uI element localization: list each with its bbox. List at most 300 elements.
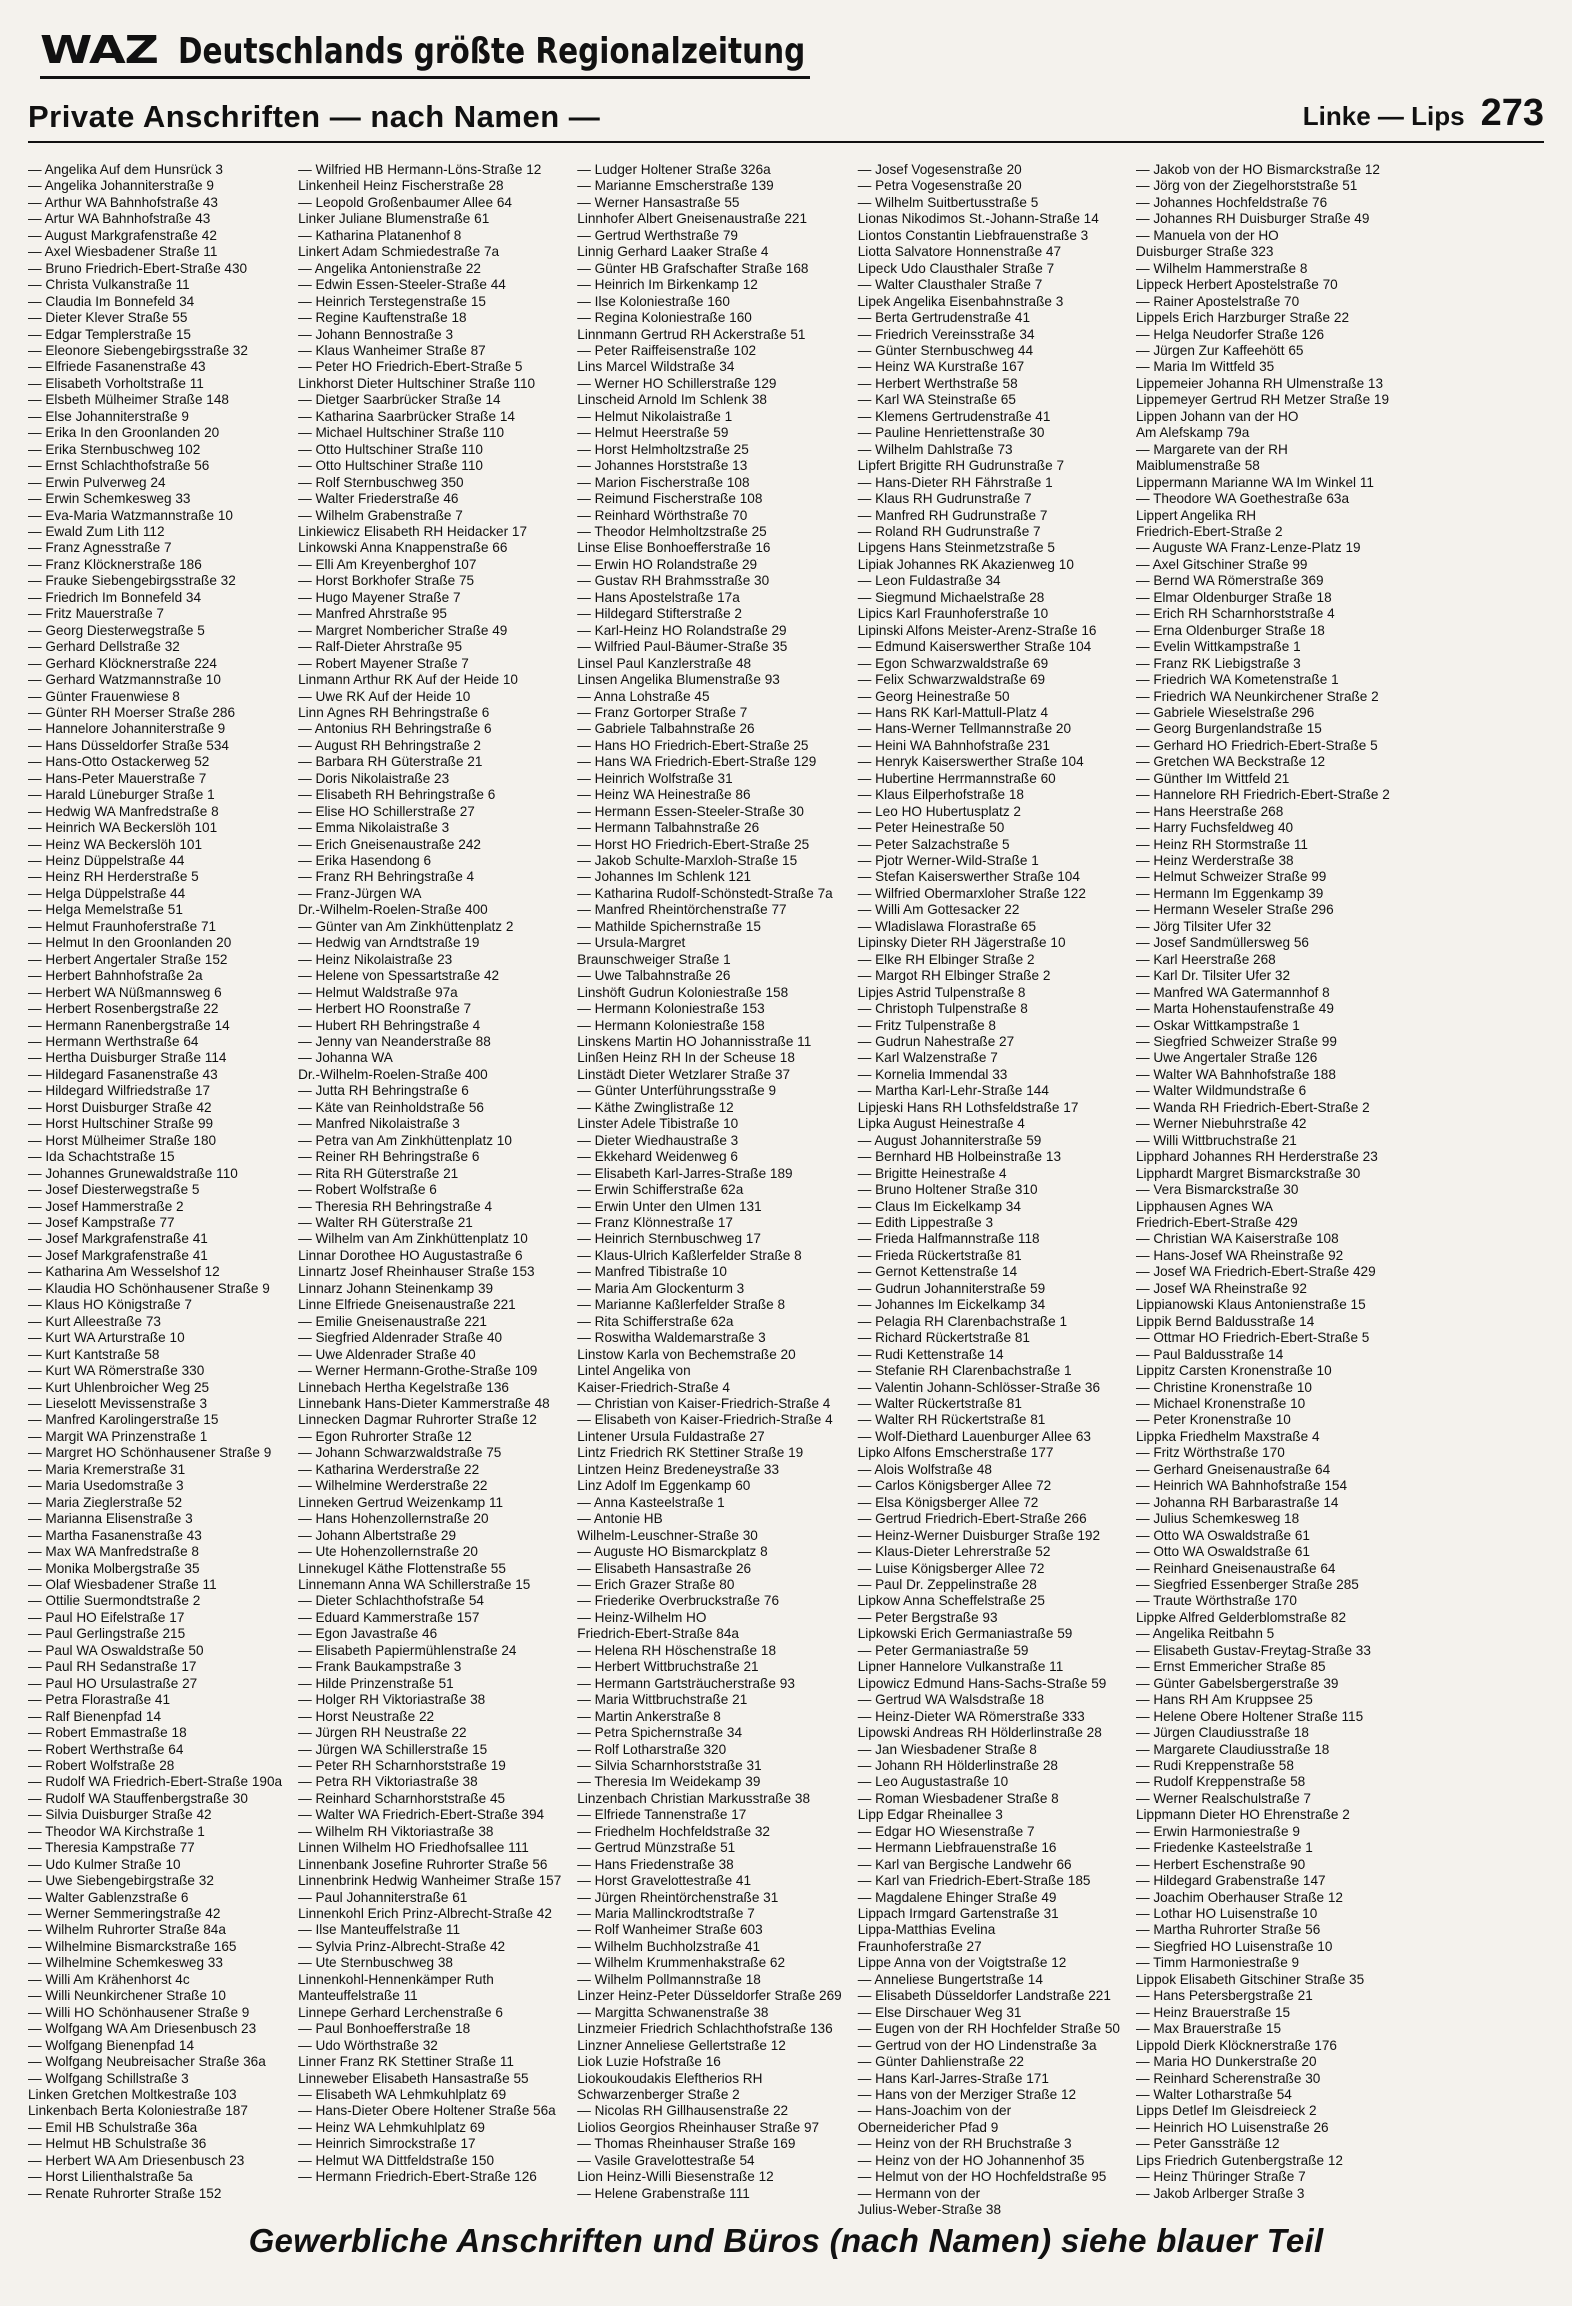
listing-entry: — Max Brauerstraße 15 [1135, 2021, 1282, 2037]
listing-entry: — Maria Zieglerstraße 52 [28, 1494, 183, 1510]
listing-entry: — Lieselott Mevissenstraße 3 [28, 1395, 208, 1411]
listing-entry: — Hildegard Stifterstraße 2 [577, 606, 742, 622]
listing-entry: — Klaudia HO Schönhausener Straße 9 [28, 1280, 270, 1296]
listing-entry: Lippik Bernd Baldusstraße 14 [1135, 1313, 1315, 1329]
listing-entry: Lippitz Carsten Kronenstraße 10 [1135, 1363, 1332, 1379]
listing-entry: — Käte van Reinholdstraße 56 [298, 1099, 484, 1115]
listing-entry: — Peter Kronenstraße 10 [1135, 1412, 1291, 1428]
listing-entry: — Barbara RH Güterstraße 21 [298, 754, 483, 770]
listing-entry: — Hans-Otto Ostackerweg 52 [28, 754, 210, 770]
listing-entry: — Magdalene Ehinger Straße 49 [857, 1889, 1057, 1905]
listing-entry: — Heinz-Werner Duisburger Straße 192 [857, 1527, 1101, 1543]
listing-entry: — Ludger Holtener Straße 326a [577, 162, 771, 177]
listing-entry: — Johannes Horststraße 13 [577, 458, 748, 474]
listing-entry: — Jakob von der HO Bismarckstraße 12 [1135, 162, 1380, 177]
listing-entry: — Hans Friedenstraße 38 [577, 1856, 734, 1872]
listing-entry: — Käthe Zwinglistraße 12 [577, 1099, 734, 1115]
listing-entry: — Elisabeth Vorholtstraße 11 [28, 375, 204, 391]
listing-entry: — Walter Gablenzstraße 6 [28, 1889, 189, 1905]
listing-entry: — Reinhard Scharnhorststraße 45 [298, 1790, 506, 1806]
listing-entry: — Johannes Hochfeldstraße 76 [1135, 194, 1328, 210]
listing-entry: Am Alefskamp 79a [1135, 425, 1250, 441]
listing-entry: — Katharina Werderstraße 22 [298, 1461, 480, 1477]
listing-entry: — Elfriede Fasanenstraße 43 [28, 359, 206, 375]
listing-entry: Lipp Edgar Rheinallee 3 [857, 1807, 1003, 1823]
listing-entry: — Ewald Zum Lith 112 [28, 523, 165, 539]
listing-entry: — Wilhelm Krummenhakstraße 62 [577, 1955, 786, 1971]
listing-entry: — Elisabeth Karl-Jarres-Straße 189 [577, 1165, 793, 1181]
listing-entry: — Wilfried Paul-Bäumer-Straße 35 [577, 639, 788, 655]
listing-entry: Dr.-Wilhelm-Roelen-Straße 400 [298, 1066, 488, 1082]
listing-entry: Linstow Karla von Bechemstraße 20 [577, 1346, 796, 1362]
listing-entry: — Uwe Siebengebirgstraße 32 [28, 1873, 214, 1889]
listing-entry: — Heinz Thüringer Straße 7 [1135, 2169, 1306, 2185]
listing-entry: — Elfriede Tannenstraße 17 [577, 1807, 747, 1823]
listing-entry: Linker Juliane Blumenstraße 61 [298, 211, 490, 227]
listing-entry: Linzner Anneliese Gellertstraße 12 [577, 2037, 786, 2053]
listing-entry: Linken Gretchen Moltkestraße 103 [28, 2087, 237, 2103]
listing-entry: Lippe Anna von der Voigtstraße 12 [857, 1955, 1067, 1971]
listing-entry: — Helene Grabenstraße 111 [577, 2185, 750, 2201]
listing-entry: — Else Johanniterstraße 9 [28, 408, 189, 424]
listing-entry: — Angelika Johanniterstraße 9 [28, 178, 214, 194]
listing-entry: Linnig Gerhard Laaker Straße 4 [577, 244, 769, 260]
listing-entry: — Elisabeth WA Lehmkuhlplatz 69 [298, 2087, 507, 2103]
listing-entry: — Hedwig van Arndtstraße 19 [298, 935, 480, 951]
listing-entry: — Edmund Kaiserswerther Straße 104 [857, 639, 1092, 655]
listing-entry: — Otto WA Oswaldstraße 61 [1135, 1527, 1310, 1543]
listing-entry: — Gerhard Gneisenaustraße 64 [1135, 1461, 1331, 1477]
listing-entry: Duisburger Straße 323 [1135, 244, 1274, 260]
listing-entry: — Claus Im Eickelkamp 34 [857, 1198, 1021, 1214]
listing-entry: Dr.-Wilhelm-Roelen-Straße 400 [298, 902, 488, 918]
listing-entry: — Renate Ruhrorter Straße 152 [28, 2185, 222, 2201]
listing-column-4 [858, 162, 1120, 2219]
listing-entry: — Wilhelmine Bismarckstraße 165 [28, 1938, 237, 1954]
listing-entry: — Manfred Karolingerstraße 15 [28, 1412, 219, 1428]
listing-entry: — Reinhard Gneisenaustraße 64 [1135, 1560, 1336, 1576]
listing-entry: — Werner Hermann-Grothe-Straße 109 [298, 1363, 538, 1379]
listing-entry: Friedrich-Ebert-Straße 2 [1135, 523, 1283, 539]
listing-entry: — Henryk Kaiserswerther Straße 104 [857, 754, 1084, 770]
listing-entry: — Wolfgang Neubreisacher Straße 36a [28, 2054, 266, 2070]
listing-entry: — Hannelore RH Friedrich-Ebert-Straße 2 [1135, 787, 1390, 803]
listing-entry: — Heinz Brauerstraße 15 [1135, 2004, 1291, 2020]
listing-entry: — Ralf Bienenpfad 14 [28, 1708, 162, 1724]
listing-entry: — Elsbeth Mülheimer Straße 148 [28, 392, 229, 408]
listing-entry: — Wolfgang WA Am Driesenbusch 23 [28, 2021, 257, 2037]
listing-entry: — Georg Burgenlandstraße 15 [1135, 721, 1322, 737]
listing-entry: — Helena RH Höschenstraße 18 [577, 1642, 777, 1658]
listing-entry: — Margitta Schwanenstraße 38 [577, 2004, 769, 2020]
listing-entry: Braunschweiger Straße 1 [577, 951, 731, 967]
listing-entry: Lippold Dierk Klöcknerstraße 176 [1135, 2037, 1337, 2053]
listing-entry: — Karl van Friedrich-Ebert-Straße 185 [857, 1873, 1091, 1889]
listing-entry: Linscheid Arnold Im Schlenk 38 [577, 392, 767, 408]
listing-entry: — Gertrud von der HO Lindenstraße 3a [857, 2037, 1097, 2053]
listing-entry: — Wilhelm van Am Zinkhüttenplatz 10 [298, 1231, 528, 1247]
listing-entry: Lippen Johann van der HO [1135, 408, 1299, 424]
listing-entry: — Lothar HO Luisenstraße 10 [1135, 1906, 1318, 1922]
listing-entry: — Petra RH Viktoriastraße 38 [298, 1774, 478, 1790]
listing-entry: — Petra Spichernstraße 34 [577, 1725, 743, 1741]
listing-entry: — Dieter Schlachthofstraße 54 [298, 1593, 484, 1609]
listing-entry: — Reimund Fischerstraße 108 [577, 491, 763, 507]
listing-entry: — Karl van Bergische Landwehr 66 [857, 1856, 1072, 1872]
listing-entry: — Roman Wiesbadener Straße 8 [857, 1790, 1059, 1806]
listing-entry: — Wolf-Diethard Lauenburger Allee 63 [857, 1428, 1091, 1444]
listing-entry: Lipkow Anna Scheffelstraße 25 [857, 1593, 1045, 1609]
listing-entry: — Franz Klöcknerstraße 186 [28, 556, 202, 572]
listing-entry: — Werner Realschulstraße 7 [1135, 1790, 1311, 1806]
listing-entry: — Rudi Kettenstraße 14 [857, 1346, 1004, 1362]
listing-entry: Linne Elfriede Gneisenaustraße 221 [298, 1297, 516, 1313]
listing-entry: — Eleonore Siebengebirgsstraße 32 [28, 342, 248, 358]
listing-entry: — Rita Schifferstraße 62a [577, 1313, 734, 1329]
listing-entry: — Hermann Friedrich-Ebert-Straße 126 [298, 2169, 537, 2185]
listing-entry: — Wilfried HB Hermann-Löns-Straße 12 [298, 162, 542, 177]
listing-entry: — Edgar HO Wiesenstraße 7 [857, 1823, 1035, 1839]
listing-entry: — Hermann von der [857, 2185, 981, 2201]
listing-entry: Liontos Constantin Liebfrauenstraße 3 [857, 227, 1089, 243]
listing-entry: — Petra van Am Zinkhüttenplatz 10 [298, 1132, 512, 1148]
listing-entry: — Margarete van der RH [1135, 441, 1288, 457]
listing-entry: Linnarz Johann Steinenkamp 39 [298, 1280, 494, 1296]
listing-entry: — Klaus-Dieter Lehrerstraße 52 [857, 1544, 1051, 1560]
listing-entry: — Heinz-Dieter WA Römerstraße 333 [857, 1708, 1085, 1724]
listing-entry: Linnmann Gertrud RH Ackerstraße 51 [577, 326, 806, 342]
listing-entry: — Hermann Weseler Straße 296 [1135, 902, 1334, 918]
listing-entry: — Luise Königsberger Allee 72 [857, 1560, 1045, 1576]
masthead [40, 28, 810, 79]
listing-entry: — Klaus-Ulrich Kaßlerfelder Straße 8 [577, 1247, 802, 1263]
listing-entry: — Egon Ruhrorter Straße 12 [298, 1428, 472, 1444]
listing-entry: — Jakob Arlberger Straße 3 [1135, 2185, 1305, 2201]
listing-entry: — Rudolf Kreppenstraße 58 [1135, 1774, 1306, 1790]
listing-entry: — Herbert HO Roonstraße 7 [298, 1001, 472, 1017]
listing-entry: — Rolf Lotharstraße 320 [577, 1741, 727, 1757]
listing-entry: — Bruno Holtener Straße 310 [857, 1182, 1038, 1198]
listing-entry: Lion Heinz-Willi Biesenstraße 12 [577, 2169, 774, 2185]
listing-entry: — Hans HO Friedrich-Ebert-Straße 25 [577, 737, 809, 753]
listing-entry: — Ute Sternbuschweg 38 [298, 1955, 453, 1971]
listing-entry: — Jörg von der Ziegelhorststraße 51 [1135, 178, 1358, 194]
listing-entry: — Walter Rückertstraße 81 [857, 1395, 1022, 1411]
listing-entry: — Roland RH Gudrunstraße 7 [857, 523, 1041, 539]
listing-entry: — Heinrich Simrockstraße 17 [298, 2136, 476, 2152]
listing-entry: — Siegfried Essenberger Straße 285 [1135, 1576, 1359, 1592]
listing-entry: Linkowski Anna Knappenstraße 66 [298, 540, 508, 556]
listing-entry: — Heinrich WA Beckerslöh 101 [28, 820, 218, 836]
waz-logo: WAZ [40, 28, 158, 72]
listing-entry: Lippa-Matthias Evelina [857, 1922, 996, 1938]
listing-entry: — Hans Petersbergstraße 21 [1135, 1988, 1313, 2004]
listing-entry: Linneken Gertrud Weizenkamp 11 [298, 1494, 504, 1510]
listing-entry: — Dietger Saarbrücker Straße 14 [298, 392, 501, 408]
listing-entry: — Herbert Bahnhofstraße 2a [28, 968, 203, 984]
listing-entry: — Elli Am Kreyenberghof 107 [298, 556, 477, 572]
listing-column-2 [298, 162, 561, 2219]
listing-entry: Linnepe Gerhard Lerchenstraße 6 [298, 2004, 503, 2020]
listing-entry: — Hedwig WA Manfredstraße 8 [28, 803, 219, 819]
listing-entry: — Olaf Wiesbadener Straße 11 [28, 1576, 217, 1592]
listing-entry: — Frank Baukampstraße 3 [298, 1659, 462, 1675]
listing-entry: — Hans-Josef WA Rheinstraße 92 [1135, 1247, 1344, 1263]
listing-entry: Lipko Alfons Emscherstraße 177 [857, 1445, 1054, 1461]
listing-entry: — Paul Baldusstraße 14 [1135, 1346, 1284, 1362]
listing-entry: — Gertrud Werthstraße 79 [577, 227, 738, 243]
listing-entry: — Manfred Rheintörchenstraße 77 [577, 902, 787, 918]
listing-entry: — Walter Friederstraße 46 [298, 491, 459, 507]
listing-entry: — Peter HO Friedrich-Ebert-Straße 5 [298, 359, 523, 375]
listing-entry: — Gabriele Wieselstraße 296 [1135, 704, 1315, 720]
listing-entry: — Gudrun Johanniterstraße 59 [857, 1280, 1046, 1296]
listing-entry: — Maria Mallinckrodtstraße 7 [577, 1906, 755, 1922]
listing-entry: — Margret HO Schönhausener Straße 9 [28, 1445, 272, 1461]
listing-entry: — Heinz WA Beckerslöh 101 [28, 836, 203, 852]
listing-entry: — Heinz RH Stormstraße 11 [1135, 836, 1308, 852]
listing-entry: — Michael Kronenstraße 10 [1135, 1395, 1306, 1411]
listing-entry: — Anna Lohstraße 45 [577, 688, 710, 704]
listing-entry: — Walter RH Rückertstraße 81 [857, 1412, 1046, 1428]
listing-entry: — Christian von Kaiser-Friedrich-Straße 4 [577, 1395, 831, 1411]
listing-entry: — Wolfgang Schillstraße 3 [28, 2070, 189, 2086]
listing-entry: — Elke RH Elbinger Straße 2 [857, 951, 1035, 967]
listing-entry: — Jürgen Rheintörchenstraße 31 [577, 1889, 779, 1905]
listing-entry: — Werner Semmeringstraße 42 [28, 1906, 221, 1922]
listing-entry: — Friedhelm Hochfeldstraße 32 [577, 1823, 770, 1839]
listing-entry: — Frieda Rückertstraße 81 [857, 1247, 1022, 1263]
listing-entry: Julius-Weber-Straße 38 [857, 2202, 1002, 2218]
listing-entry: — Otto Hultschiner Straße 110 [298, 441, 483, 457]
listing-entry: — Hubert RH Behringstraße 4 [298, 1017, 481, 1033]
listing-entry: — Manfred Nikolaistraße 3 [298, 1116, 460, 1132]
listing-entry: — Karl Walzenstraße 7 [857, 1050, 998, 1066]
page-range-block [1303, 92, 1544, 135]
listing-entry: — Günter RH Moerser Straße 286 [28, 704, 235, 720]
listing-entry: — Wilhelm Hammerstraße 8 [1135, 260, 1308, 276]
listing-entry: — Reinhard Scherenstraße 30 [1135, 2070, 1321, 2086]
listing-entry: — Hans-Peter Mauerstraße 7 [28, 770, 207, 786]
listing-entry: — Helene von Spessartstraße 42 [298, 968, 500, 984]
listing-entry: Lintel Angelika von [577, 1363, 691, 1379]
listing-entry: Lips Friedrich Gutenbergstraße 12 [1135, 2152, 1343, 2168]
listing-entry: — Josef Vogesenstraße 20 [857, 162, 1022, 177]
listing-entry: — Herbert Wittbruchstraße 21 [577, 1659, 759, 1675]
listing-entry: — Günter Sternbuschweg 44 [857, 342, 1034, 358]
listing-entry: — Frieda Halfmannstraße 118 [857, 1231, 1040, 1247]
listing-entry: — Paul HO Ursulastraße 27 [28, 1675, 198, 1691]
listing-entry: — Ralf-Dieter Ahrstraße 95 [298, 639, 463, 655]
listing-entry: — Kurt Alleestraße 73 [28, 1313, 161, 1329]
listing-entry: — Jörg Tilsiter Ufer 32 [1135, 918, 1272, 934]
listing-entry: — Marianna Elisenstraße 3 [28, 1511, 193, 1527]
listing-entry: — August Markgrafenstraße 42 [28, 227, 217, 243]
listing-entry: — Hannelore Johanniterstraße 9 [28, 721, 226, 737]
listing-entry: — Elmar Oldenburger Straße 18 [1135, 589, 1332, 605]
listing-entry: Lins Marcel Wildstraße 34 [577, 359, 735, 375]
listing-entry: — Pelagia RH Clarenbachstraße 1 [857, 1313, 1068, 1329]
listing-entry: — Timm Harmoniestraße 9 [1135, 1955, 1300, 1971]
listing-entry: — Walter Clausthaler Straße 7 [857, 277, 1043, 293]
listing-entry: Linse Elise Bonhoefferstraße 16 [577, 540, 771, 556]
listing-entry: Linnartz Josef Rheinhauser Straße 153 [298, 1264, 535, 1280]
listing-entry: — Elise HO Schillerstraße 27 [298, 803, 475, 819]
listing-entry: — Helga Memelstraße 51 [28, 902, 183, 918]
listing-entry: Fraunhoferstraße 27 [857, 1938, 982, 1954]
listing-entry: — Heinz Nikolaistraße 23 [298, 951, 453, 967]
listing-entry: — Fritz Mauerstraße 7 [28, 606, 164, 622]
listing-entry: — Manfred Tibistraße 10 [577, 1264, 727, 1280]
listing-entry: — Rudolf WA Friedrich-Ebert-Straße 190a [28, 1774, 283, 1790]
listing-entry: — Theodore WA Goethestraße 63a [1135, 491, 1350, 507]
listing-entry: — Leon Fuldastraße 34 [857, 573, 1001, 589]
listing-entry: — Helmut WA Dittfeldstraße 150 [298, 2152, 495, 2168]
listing-entry: — Josef Markgrafenstraße 41 [28, 1247, 208, 1263]
listing-entry: — Rudi Kreppenstraße 58 [1135, 1757, 1294, 1773]
listing-entry: — Katharina Am Wesselshof 12 [28, 1264, 220, 1280]
listing-entry: Lipfert Brigitte RH Gudrunstraße 7 [857, 458, 1065, 474]
listing-entry: — Egon Schwarzwaldstraße 69 [857, 655, 1049, 671]
listing-entry: — Marianne Kaßlerfelder Straße 8 [577, 1297, 786, 1313]
listing-entry: — Vasile Gravelottestraße 54 [577, 2152, 755, 2168]
listing-entry: — Josef Sandmüllersweg 56 [1135, 935, 1309, 951]
listing-entry: — Helmut Heerstraße 59 [577, 425, 729, 441]
listing-entry: — Joachim Oberhauser Straße 12 [1135, 1889, 1343, 1905]
listing-entry: — Paul Dr. Zeppelinstraße 28 [857, 1576, 1037, 1592]
listing-entry: Lippka Friedhelm Maxstraße 4 [1135, 1428, 1320, 1444]
listing-entry: Lippach Irmgard Gartenstraße 31 [857, 1906, 1059, 1922]
listing-entry: — Hans Heerstraße 268 [1135, 803, 1284, 819]
listing-entry: — Hans Karl-Jarres-Straße 171 [857, 2070, 1049, 2086]
listing-entry: — Katharina Saarbrücker Straße 14 [298, 408, 515, 424]
listing-entry: — Ilse Manteuffelstraße 11 [298, 1922, 461, 1938]
listing-entry: — Horst Duisburger Straße 42 [28, 1099, 212, 1115]
listing-entry: — Helmut Fraunhoferstraße 71 [28, 918, 217, 934]
listing-entry: — Margret Nombericher Straße 49 [298, 622, 508, 638]
listing-entry: — Heinrich Wolfstraße 31 [577, 770, 733, 786]
listing-entry: — Uwe RK Auf der Heide 10 [298, 688, 471, 704]
listing-entry: — Franz Klönnestraße 17 [577, 1215, 733, 1230]
listing-entry: — Robert Wolfstraße 28 [28, 1757, 175, 1773]
listing-entry: — Stefan Kaiserswerther Straße 104 [857, 869, 1080, 885]
listing-entry: — Horst Neustraße 22 [298, 1708, 435, 1724]
listing-entry: — Franz Agnesstraße 7 [28, 540, 172, 556]
listing-entry: — Silvia Scharnhorststraße 31 [577, 1757, 762, 1773]
listing-entry: — August RH Behringstraße 2 [298, 737, 481, 753]
listing-entry: — Ute Hohenzollernstraße 20 [298, 1544, 478, 1560]
listing-entry: — Elisabeth Hansastraße 26 [577, 1560, 752, 1576]
listing-entry: — Helmut von der HO Hochfeldstraße 95 [857, 2169, 1107, 2185]
listing-entry: Liokoukoudakis Eleftherios RH [577, 2070, 763, 2086]
listing-entry: — Paul RH Sedanstraße 17 [28, 1659, 197, 1675]
listing-entry: Linnecken Dagmar Ruhrorter Straße 12 [298, 1412, 537, 1428]
listing-entry: — Reinhard Wörthstraße 70 [577, 507, 748, 523]
listing-entry: — Udo Wörthstraße 32 [298, 2037, 438, 2053]
listing-entry: Lipiak Johannes RK Akazienweg 10 [857, 556, 1074, 572]
listing-entry: — Margarete Claudiusstraße 18 [1135, 1741, 1330, 1757]
listing-entry: — Heinz von der HO Johannenhof 35 [857, 2152, 1085, 2168]
listing-entry: — Karl-Heinz HO Rolandstraße 29 [577, 622, 787, 638]
listing-entry: — Gerhard Watzmannstraße 10 [28, 672, 221, 688]
listing-entry: — Bernd WA Römerstraße 369 [1135, 573, 1324, 589]
listing-entry: Linstädt Dieter Wetzlarer Straße 37 [577, 1066, 791, 1082]
listing-entry: — Wilhelm Pollmannstraße 18 [577, 1971, 761, 1987]
listing-columns [28, 162, 1544, 2218]
listing-entry: — Ursula-Margret [577, 935, 686, 951]
listing-entry: — Johannes Im Schlenk 121 [577, 869, 752, 885]
listing-entry: — Max WA Manfredstraße 8 [28, 1544, 199, 1560]
listing-entry: — Theresia Kampstraße 77 [28, 1840, 195, 1856]
listing-entry: — Karl Dr. Tilsiter Ufer 32 [1135, 968, 1291, 984]
listing-entry: Linkenbach Berta Koloniestraße 187 [28, 2103, 248, 2119]
listing-entry: — Wilhelm Ruhrorter Straße 84a [28, 1922, 226, 1938]
listing-entry: — Stefanie RH Clarenbachstraße 1 [857, 1363, 1072, 1379]
listing-entry: — Ottmar HO Friedrich-Ebert-Straße 5 [1135, 1330, 1370, 1346]
listing-entry: Lipps Detlef Im Gleisdreieck 2 [1135, 2103, 1317, 2119]
listing-entry: — Georg Diesterwegstraße 5 [28, 622, 205, 638]
listing-entry: — Willi Am Krähenhorst 4c [28, 1971, 190, 1987]
listing-entry: — Siegfried Schweizer Straße 99 [1135, 1034, 1337, 1050]
listing-entry: — Auguste HO Bismarckplatz 8 [577, 1544, 768, 1560]
listing-entry: Lippemeyer Gertrud RH Metzer Straße 19 [1135, 392, 1390, 408]
listing-entry: — Christine Kronenstraße 10 [1135, 1379, 1312, 1395]
listing-entry: Lipjeski Hans RH Lothsfeldstraße 17 [857, 1099, 1079, 1115]
listing-entry: — Wladislawa Florastraße 65 [857, 918, 1037, 934]
listing-entry: Maiblumenstraße 58 [1135, 458, 1260, 474]
listing-entry: — Christa Vulkanstraße 11 [28, 277, 190, 293]
listing-entry: — Siegfried HO Luisenstraße 10 [1135, 1938, 1333, 1954]
listing-entry: — Peter Bergstraße 93 [857, 1609, 998, 1625]
listing-entry: — Helmut HB Schulstraße 36 [28, 2136, 207, 2152]
listing-entry: Linkiewicz Elisabeth RH Heidacker 17 [298, 523, 528, 539]
listing-entry: — Petra Florastraße 41 [28, 1692, 171, 1708]
listing-entry: — Theresia RH Behringstraße 4 [298, 1198, 493, 1214]
listing-entry: Manteuffelstraße 11 [298, 1988, 418, 2004]
listing-entry: — Erwin HO Rolandstraße 29 [577, 556, 758, 572]
listing-entry: Liotta Salvatore Honnenstraße 47 [857, 244, 1062, 260]
listing-entry: — Hildegard Grabenstraße 147 [1135, 1873, 1326, 1889]
listing-entry: — Antonie HB [577, 1511, 663, 1527]
listing-entry: — Helene Obere Holtener Straße 115 [1135, 1708, 1364, 1724]
listing-entry: — Jutta RH Behringstraße 6 [298, 1083, 469, 1099]
page-number: 273 [1480, 92, 1544, 134]
listing-entry: — Julius Schemkesweg 18 [1135, 1511, 1300, 1527]
listing-entry: — Günther Im Wittfeld 21 [1135, 770, 1290, 786]
listing-entry: — Otto WA Oswaldstraße 61 [1135, 1544, 1310, 1560]
listing-entry: — Ilse Koloniestraße 160 [577, 293, 730, 309]
listing-entry: — Hans-Dieter Obere Holtener Straße 56a [298, 2103, 556, 2119]
listing-entry: — Gertrud Friedrich-Ebert-Straße 266 [857, 1511, 1087, 1527]
listing-entry: — Manfred Ahrstraße 95 [298, 606, 447, 622]
listing-entry: — Martha Fasanenstraße 43 [28, 1527, 202, 1543]
listing-entry: — Ekkehard Weidenweg 6 [577, 1149, 738, 1165]
listing-entry: — Udo Kulmer Straße 10 [28, 1856, 181, 1872]
listing-entry: Wilhelm-Leuschner-Straße 30 [577, 1527, 758, 1543]
listing-entry: Lippels Erich Harzburger Straße 22 [1135, 310, 1350, 326]
listing-entry: — Walter WA Friedrich-Ebert-Straße 394 [298, 1807, 545, 1823]
listing-entry: Linsen Angelika Blumenstraße 93 [577, 672, 780, 688]
listing-entry: — Robert Werthstraße 64 [28, 1741, 184, 1757]
listing-entry: — Josef Hammerstraße 2 [28, 1198, 184, 1214]
listing-entry: — Johanna WA [298, 1050, 393, 1066]
listing-entry: — Wilhelm Buchholzstraße 41 [577, 1938, 761, 1954]
listing-entry: Lippemeier Johanna RH Ulmenstraße 13 [1135, 375, 1384, 391]
listing-entry: — Wilhelmine Schemkesweg 33 [28, 1955, 223, 1971]
listing-entry: — Horst Borkhofer Straße 75 [298, 573, 475, 589]
listing-entry: — Kurt WA Römerstraße 330 [28, 1363, 205, 1379]
listing-entry: — Erika Hasendong 6 [298, 853, 432, 869]
